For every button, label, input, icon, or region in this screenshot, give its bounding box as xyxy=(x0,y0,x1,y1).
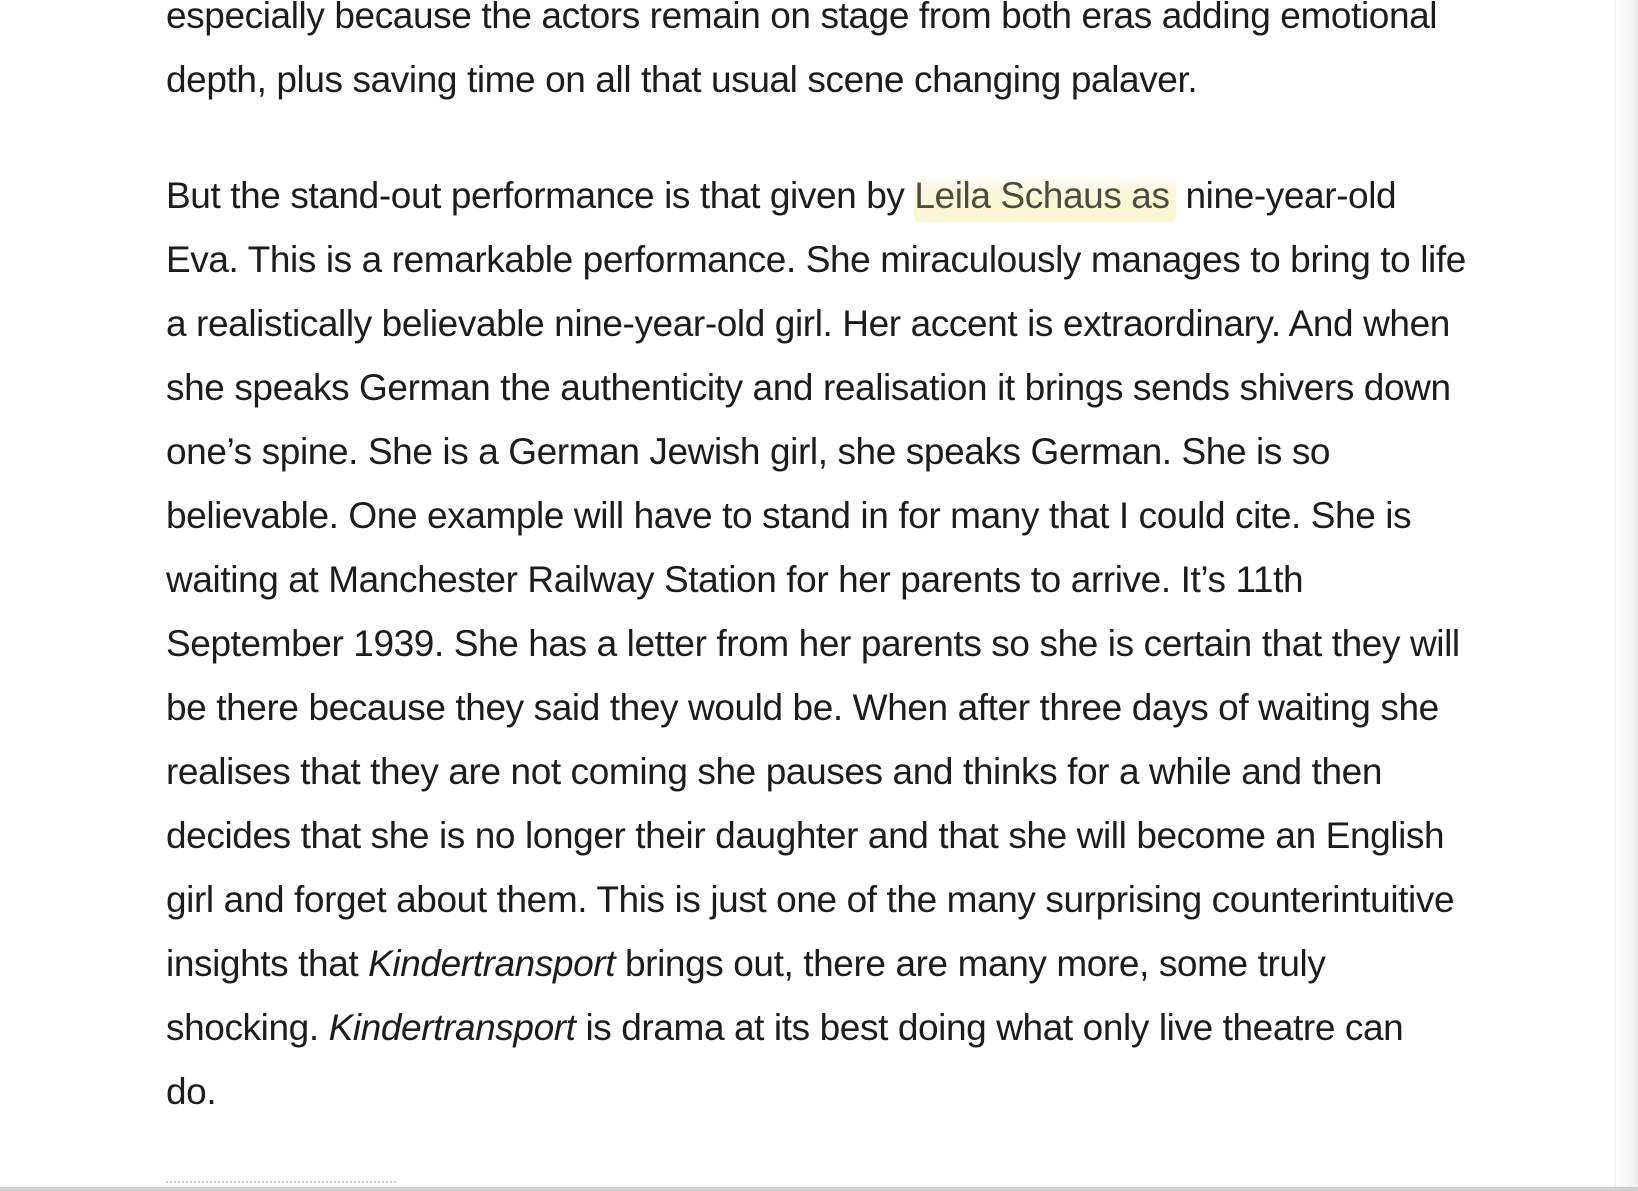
text-line xyxy=(166,164,1576,228)
text-line: girl and forget about them. This is just one of the many surprising counterintuitive xyxy=(166,879,1455,920)
text-line: Eva. This is a remarkable performance. She miraculously manages to bring to life xyxy=(166,239,1466,280)
text-line xyxy=(166,932,1576,996)
play-title: Kindertransport xyxy=(368,943,616,984)
text-line: September 1939. She has a letter from her parents so she is certain that they will xyxy=(166,623,1460,664)
text-line: depth, plus saving time on all that usual scene changing palaver. xyxy=(166,59,1198,100)
text-segment: brings out, there are many more, some truly xyxy=(615,943,1326,984)
text-line: one’s spine. She is a German Jewish girl, she speaks German. She is so xyxy=(166,431,1331,472)
text-line: be there because they said they would be. When after three days of waiting she xyxy=(166,687,1439,728)
text-segment: But the stand-out performance is that given by xyxy=(166,175,915,216)
text-line: decides that she is no longer their daughter and that she will become an English xyxy=(166,815,1445,856)
text-line: waiting at Manchester Railway Station for her parents to arrive. It’s 11th xyxy=(166,559,1304,600)
text-line: a realistically believable nine-year-old girl. Her accent is extraordinary. And when xyxy=(166,303,1450,344)
text-line: believable. One example will have to stand in for many that I could cite. She is xyxy=(166,495,1412,536)
paragraph-staging xyxy=(166,0,1576,112)
text-line: do. xyxy=(166,1071,217,1112)
text-line: she speaks German the authenticity and realisation it brings sends shivers down xyxy=(166,367,1451,408)
article-body xyxy=(166,0,1576,1124)
text-line xyxy=(166,996,1576,1060)
text-segment: insights that xyxy=(166,943,369,984)
text-line: realises that they are not coming she pauses and thinks for a while and then xyxy=(166,751,1383,792)
bottom-divider xyxy=(0,1187,1638,1191)
text-line: especially because the actors remain on stage from both eras adding emotional xyxy=(166,0,1438,36)
paragraph-standout-performance xyxy=(166,164,1576,1124)
text-segment: nine-year-old xyxy=(1175,175,1397,216)
actor-link[interactable]: Leila Schaus as xyxy=(914,175,1175,222)
page-edge-shadow xyxy=(1615,0,1638,1191)
text-segment: shocking. xyxy=(166,1007,329,1048)
text-segment: is drama at its best doing what only live theatre can xyxy=(575,1007,1404,1048)
play-title: Kindertransport xyxy=(328,1007,576,1048)
